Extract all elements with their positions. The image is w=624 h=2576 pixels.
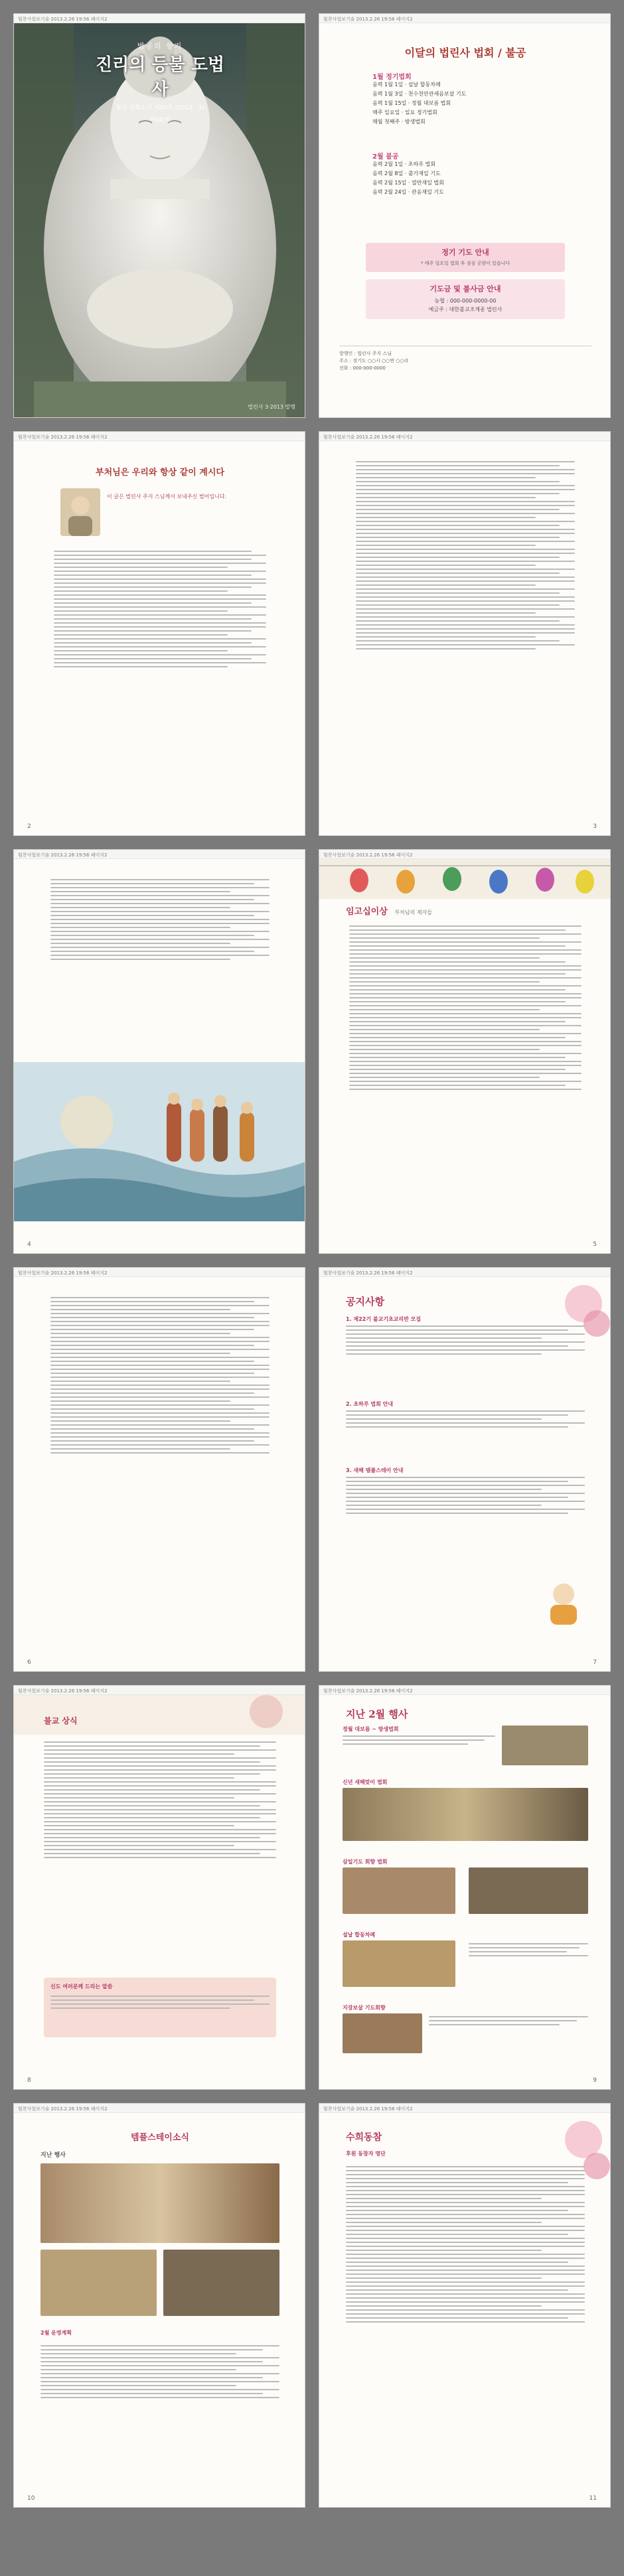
event-item-2 [343,1779,588,1786]
buddha-painting-illustration [14,1062,305,1221]
page-header: 힘찬사업보기술 2013.2.26 19:56 페이지2 [14,14,305,23]
event-photo [343,2013,422,2053]
schedule-section-1 [372,71,572,127]
schedule-item: 음력 1월 3일 · 천수천안관세음보살 기도 [372,91,467,97]
footer-line: 발행인 : 법린사 주지 스님 [339,351,392,356]
schedule-item: 음력 1월 15일 · 정월 대보름 법회 [372,100,451,106]
page-number: 11 [589,2495,597,2502]
section-label: 1월 정기법회 [372,74,412,81]
section-title-text: 임고십이상 [346,907,388,917]
page-header: 힘찬사업보기술 2013.2.26 19:56 페이지2 [319,850,610,859]
page-dharma-talk [13,431,305,836]
page-text-7 [13,1267,305,1672]
article-body [50,876,270,963]
event-heading: 삼일기도 회향 법회 [343,1859,388,1865]
page-notices [319,1267,611,1672]
schedule-item: 음력 1월 1일 · 설날 합동차례 [372,82,441,88]
schedule-item: 음력 2월 24일 · 관음재일 기도 [372,189,444,195]
page-number: 3 [593,823,597,830]
templestay-title: 템플스테이소식 [131,2133,189,2143]
section-title [346,904,432,917]
event-photo [343,1867,455,1914]
article-body [44,1739,276,1861]
page-text-continued [319,431,611,836]
page-past-events [319,1685,611,2090]
events-title: 지난 2월 행사 [346,1708,408,1720]
info-line: 농협 : 000-000-0000-00 [434,298,497,304]
schedule-title: 이달의 법린사 법회 / 불공 [404,46,526,59]
templestay-section: 2월 운영계획 [40,2330,72,2336]
lantern-decoration [319,859,611,899]
banner-note: * 매주 일요일 법회 후 점심 공양이 있습니다 [420,261,510,266]
monk-cartoon-icon [544,1580,584,1626]
cover-title: 진리의 등불 도법사 [96,55,224,100]
article-title: 부처님은 우리와 항상 같이 계시다 [96,468,224,478]
page-schedule [319,13,611,418]
donors-title: 수희동참 [346,2132,382,2143]
prayer-banner [366,243,565,272]
knowledge-title: 불교 상식 [44,1716,78,1726]
notice-item-2 [346,1400,585,1430]
article-body [356,458,575,652]
page-number: 5 [593,1241,597,1248]
article-body [349,923,582,1093]
article-body [50,1294,270,1456]
page-number: 10 [27,2495,35,2502]
event-item-3 [343,1858,588,1865]
event-item-4 [343,1931,588,1938]
page-header: 힘찬사업보기술 2013.2.26 19:56 페이지2 [14,850,305,859]
page-header: 힘찬사업보기술 2013.2.26 19:56 페이지2 [319,432,610,441]
page-number: 8 [27,2077,31,2084]
page-header: 힘찬사업보기술 2013.2.26 19:56 페이지2 [319,1268,610,1277]
donation-info-box [366,279,565,319]
page-number: 4 [27,1241,31,1248]
schedule-item: 음력 2월 8일 · 출가재일 기도 [372,170,441,176]
cover-footer: 법린사 3·2013 발행 [248,404,295,410]
cover-label: 법공의 향기 [137,42,183,50]
schedule-item: 매주 일요일 · 일요 정기법회 [372,109,437,115]
cover-subtitle: 월간 법회소식 제00호 (2013 · 3) [116,105,204,111]
page-header: 힘찬사업보기술 2013.2.26 19:56 페이지2 [14,2104,305,2113]
callout-box [44,1978,276,2037]
page-disciples [319,849,611,1254]
donors-list [346,2163,585,2325]
notice-heading: 2. 초하루 법회 안내 [346,1401,394,1407]
event-item-1 [343,1726,588,1747]
page-number: 7 [593,1659,597,1666]
info-title: 기도금 및 불사금 안내 [429,285,501,293]
schedule-section-2 [372,151,572,198]
cover-vol: 제00호 [149,117,171,124]
section-subtitle: 부처님의 제자들 [394,910,432,915]
page-header: 힘찬사업보기술 2013.2.26 19:56 페이지2 [14,432,305,441]
banner-title: 정기 기도 안내 [441,248,489,257]
notice-heading: 3. 새해 템플스테이 안내 [346,1467,404,1473]
notice-item-3 [346,1467,585,1517]
info-line: 예금주 : 대한불교조계종 법린사 [428,306,503,312]
page-header: 힘찬사업보기술 2013.2.26 19:56 페이지2 [319,14,610,23]
event-heading: 지장보살 기도회향 [343,2005,386,2011]
cover-title-block [94,40,226,124]
event-heading: 신년 새해맞이 법회 [343,1779,388,1785]
event-photo [343,1940,455,1987]
notice-heading: 1. 제22기 불교기초교리반 모집 [346,1316,422,1322]
event-heading: 설날 합동차례 [343,1932,376,1938]
event-photo [343,1788,588,1841]
page-painting [13,849,305,1254]
event-photo [469,1867,588,1914]
page-header: 힘찬사업보기술 2013.2.26 19:56 페이지2 [319,2104,610,2113]
templestay-photo [163,2250,279,2316]
event-photo [502,1726,588,1765]
templestay-photo [40,2163,279,2243]
templestay-subtitle: 지난 행사 [40,2152,66,2159]
page-header: 힘찬사업보기술 2013.2.26 19:56 페이지2 [14,1686,305,1695]
notices-title: 공지사항 [346,1296,384,1308]
section-label: 2월 불공 [372,153,399,161]
monk-icon [60,488,100,536]
page-cover [13,13,305,418]
donors-section: 후원 동참자 명단 [346,2151,386,2157]
schedule-item: 음력 2월 15일 · 열반재일 법회 [372,180,444,186]
schedule-item: 매월 첫째주 · 방생법회 [372,119,426,125]
page-donors [319,2103,611,2508]
page-header: 힘찬사업보기술 2013.2.26 19:56 페이지2 [14,1268,305,1277]
page-templestay [13,2103,305,2508]
callout-title: 신도 여러분께 드리는 말씀 [50,1984,113,1990]
schedule-footer [339,346,591,372]
footer-line: 전화 : 000-000-0000 [339,366,386,371]
schedule-item: 음력 2월 1일 · 초하루 법회 [372,161,435,167]
monk-portrait [60,488,100,536]
article-body [54,548,266,670]
page-number: 2 [27,823,31,830]
event-heading: 정월 대보름 ~ 방생법회 [343,1726,399,1732]
article-body [40,2342,279,2401]
notice-item-1 [346,1316,585,1357]
page-knowledge [13,1685,305,2090]
page-number: 9 [593,2077,597,2084]
page-number: 6 [27,1659,31,1666]
page-header: 힘찬사업보기술 2013.2.26 19:56 페이지2 [319,1686,610,1695]
article-caption: 이 글은 법린사 주지 스님께서 보내주신 법어입니다. [107,494,227,500]
templestay-photo [40,2250,157,2316]
event-item-5 [343,2004,588,2011]
footer-line: 주소 : 경기도 ○○시 ○○면 ○○리 [339,358,409,364]
